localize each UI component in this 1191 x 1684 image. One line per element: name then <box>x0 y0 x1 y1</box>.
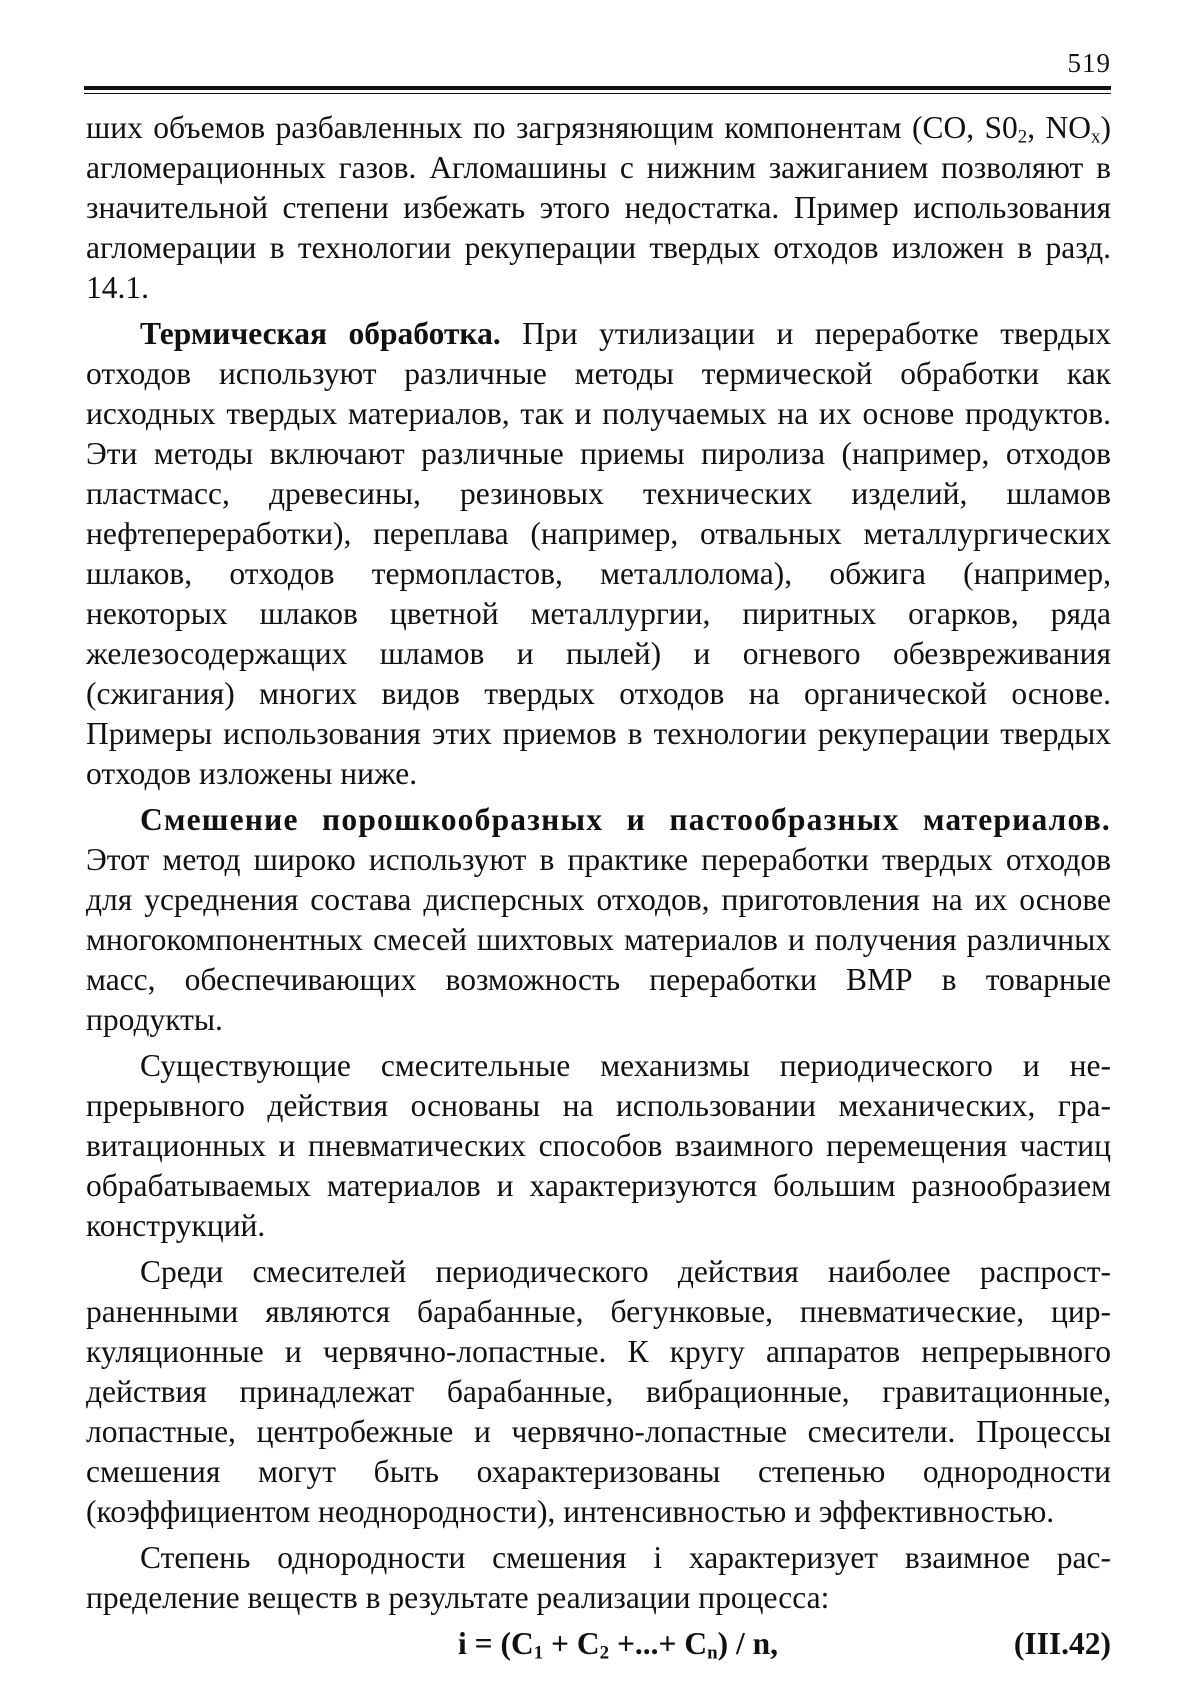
formula-part-4: ) / n, <box>717 1626 778 1661</box>
body-text <box>86 108 1111 1668</box>
formula-row <box>86 1624 1111 1668</box>
p1-subscript-x: x <box>1091 126 1101 148</box>
formula-number: (III.42) <box>1013 1626 1111 1661</box>
page-number: 519 <box>1067 48 1111 78</box>
p1-text-b: , NO <box>1027 110 1092 145</box>
formula-part-3: +...+ C <box>609 1626 708 1661</box>
formula-part-1: i = (C <box>458 1626 534 1661</box>
formula-sub-n: n <box>707 1642 718 1664</box>
paragraph-continuation <box>86 108 1111 308</box>
p1-subscript-2: 2 <box>1017 126 1028 148</box>
formula-sub-2: 2 <box>599 1642 610 1664</box>
header-rule-thin <box>84 93 1111 94</box>
paragraph-mixing-mechanisms: Существующие смесительные механизмы периодического и непрерывного действия основаны на использовании механических, гравитационных и пневматических способов взаимного перемещения частиц обрабатываемых материалов и характеризуются большим разнообразием конструкций. <box>86 1048 1111 1243</box>
paragraph-homogeneity: Степень однородности смешения i характеризует взаимное распределение веществ в результате реализации процесса: <box>86 1540 1111 1615</box>
p1-text-a: ших объемов разбавленных по загрязняющим компонентам (CO, S0 <box>86 110 1018 145</box>
p2-text: При утилизации и переработке твердых отходов используют различные методы термической обработки как исходных твердых материалов, так и получаемых на их основе продуктов. Эти методы включают различные приемы пиролиза (например, отходов пластмасс, древесины, резиновых технических изделий, шламов нефтепереработки), переплава (например, отвальных металлургических шлаков, отходов термопластов, металлолома), обжига (например, некоторых шлаков цветной металлургии, пиритных огарков, ряда железосодержащих шламов и пылей) и огневого обезвреживания (сжигания) многих видов твердых отходов на органической основе. Примеры использования этих приемов в технологии рекуперации твердых отходов изложены ниже. <box>86 316 1111 791</box>
paragraph-mixing <box>86 800 1111 1040</box>
p1-text-c: ) агломерационных газов. Агломашины с нижним зажиганием позволяют в значительной степени избежать этого недостатка. Пример использования агломерации в технологии рекуперации твердых отходов изложен в разд. 14.1. <box>86 110 1111 305</box>
p3-text: Этот метод широко используют в практике переработки твердых отходов для усреднения состава дисперсных отходов, приготовления на их основе многокомпонентных смесей шихтовых материалов и получения различных масс, обеспечивающих возможность переработки ВМР в товарные продукты. <box>86 842 1111 1037</box>
heading-thermal-treatment: Термическая обработка. <box>140 316 501 351</box>
header-rule-thick <box>84 86 1111 90</box>
formula <box>458 1624 778 1664</box>
paragraph-thermal-treatment <box>86 314 1111 794</box>
heading-mixing: Смешение порошкообразных и пастообразных материалов. <box>140 802 1111 837</box>
paragraph-mixer-types: Среди смесителей периодического действия наиболее распространенными являются барабанные, бегунковые, пневматические, циркуляционные и червячно-лопастные. К кругу аппаратов непрерывного действия принадлежат барабанные, вибрационные, гравитационные, лопастные, центробежные и червячно-лопастные смесители. Процессы смешения могут быть охарактеризованы степенью однородности (коэффициентом неоднородности), интенсивностью и эффективностью. <box>86 1254 1111 1529</box>
formula-part-2: + C <box>543 1626 600 1661</box>
formula-sub-1: 1 <box>533 1642 544 1664</box>
